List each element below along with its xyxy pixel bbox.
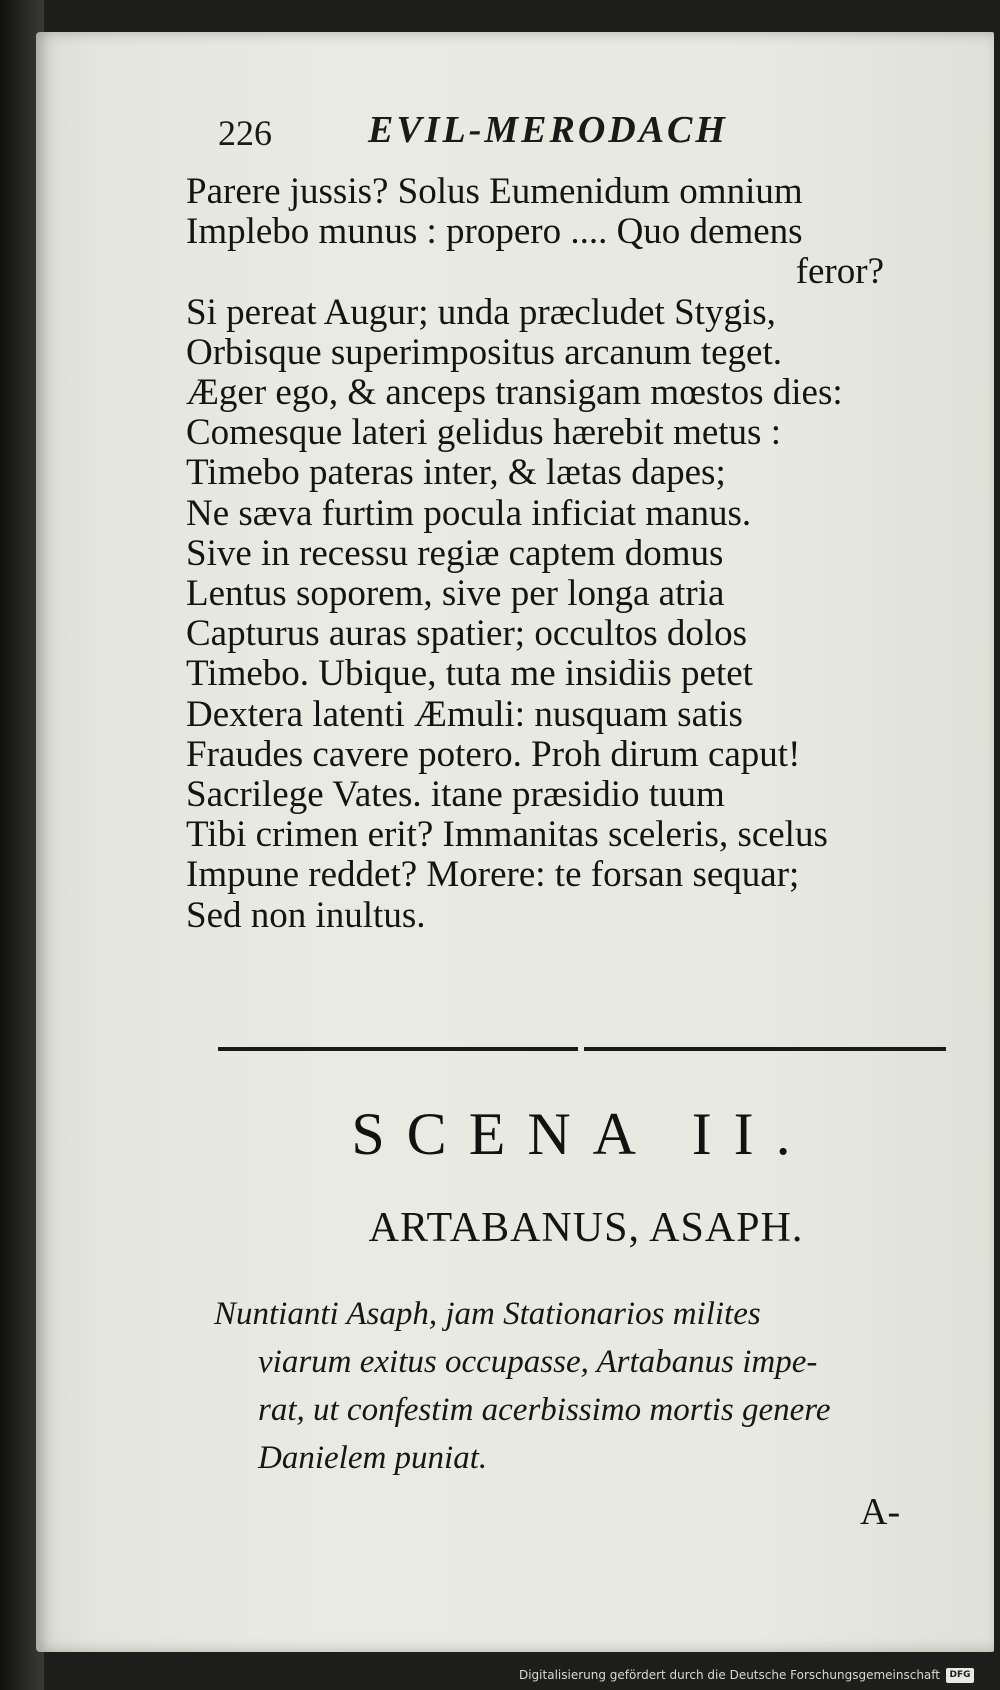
argument-line: Danielem puniat. [258,1440,488,1476]
verse-line: Sed non inultus. [186,894,426,936]
verse-line: Implebo munus : propero .... Quo demens [186,211,803,253]
argument-line: Nuntianti Asaph, jam Stationarios milites [214,1296,761,1332]
section-rule-right [584,1047,946,1051]
scene-heading: SCENA II. [351,1101,813,1167]
verse-line-turnover: feror? [795,251,884,293]
running-title: EVIL-MERODACH [368,109,728,151]
verse-block [186,172,986,936]
verse-line: Timebo pateras inter, & lætas dapes; [186,452,726,494]
verse-line: Parere jussis? Solus Eumenidum omnium [186,171,803,212]
verse-line: Æger ego, & anceps transigam mœstos dies: [186,372,843,414]
catchword: A- [860,1491,901,1533]
dfg-logo: DFG [946,1668,974,1683]
scene-characters: ARTABANUS, ASAPH. [368,1205,804,1251]
verse-line: Lentus soporem, sive per longa atria [186,573,725,615]
verse-line: Dextera latenti Æmuli: nusquam satis [186,693,743,735]
verse-line: Impune reddet? Morere: te forsan sequar; [186,854,800,896]
verse-line: Si pereat Augur; unda præcludet Stygis, [186,291,776,333]
verse-line: Ne sæva furtim pocula inficiat manus. [186,492,752,534]
argument-line: rat, ut confestim acerbissimo mortis genere [258,1392,831,1428]
verse-line: Sive in recessu regiæ captem domus [186,532,724,574]
page-header [218,104,838,164]
scene-argument [214,1290,954,1482]
verse-line: Tibi crimen erit? Immanitas sceleris, scelus [186,814,828,856]
verse-line: Capturus auras spatier; occultos dolos [186,613,748,655]
verse-line: Orbisque superimpositus arcanum teget. [186,331,782,373]
verse-line: Sacrilege Vates. itane præsidio tuum [186,774,725,816]
verse-line: Timebo. Ubique, tuta me insidiis petet [186,653,753,695]
section-rule-left [218,1047,578,1051]
digitization-footer [519,1664,974,1686]
verse-line: Comesque lateri gelidus hærebit metus : [186,412,781,454]
page-number: 226 [218,113,272,153]
verse-line: Fraudes cavere potero. Proh dirum caput! [186,733,801,775]
footer-credit: Digitalisierung gefördert durch die Deutsche Forschungsgemeinschaft [518,1668,940,1682]
book-page [36,32,994,1652]
argument-line: viarum exitus occupasse, Artabanus impe- [258,1344,818,1380]
